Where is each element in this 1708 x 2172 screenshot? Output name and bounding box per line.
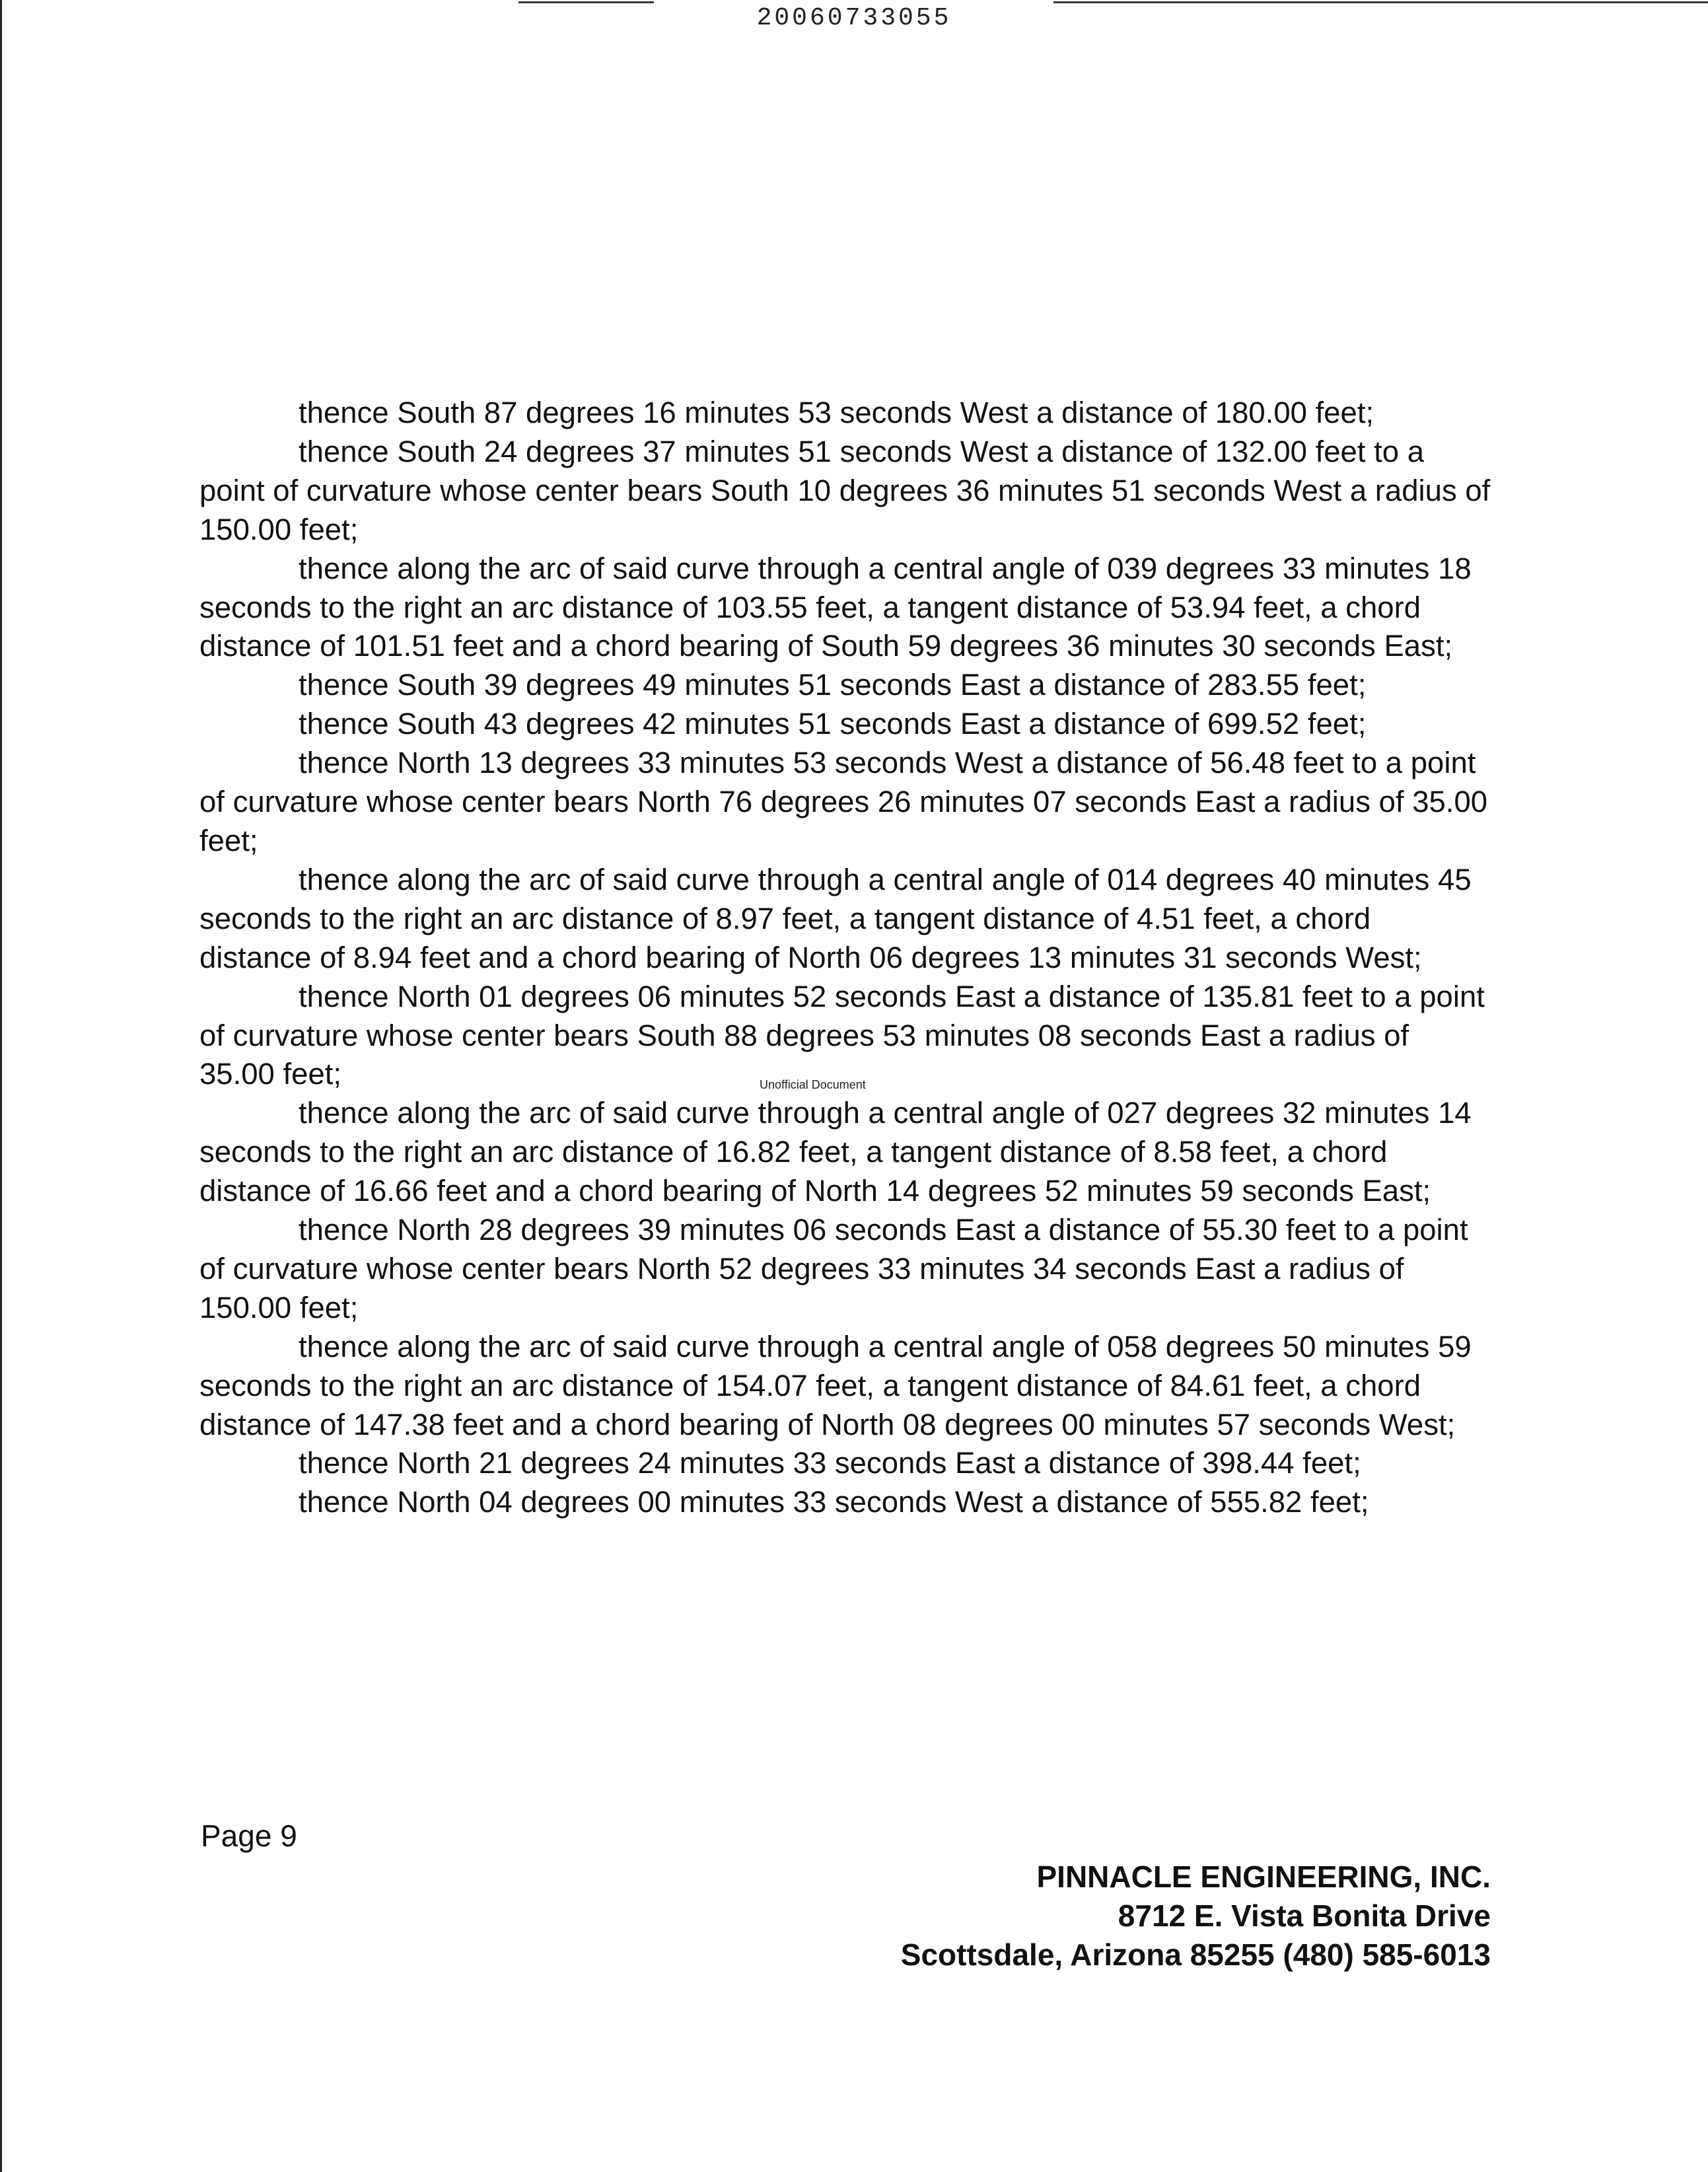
bearing-paragraph: thence along the arc of said curve through a central angle of 058 degrees 50 minutes 59 seconds to the right an arc distance of 154.07 feet, a tangent distance of 84.61 feet, a chord distance of 147.38 feet and a chord bearing of North 08 degrees 00 minutes 57 seconds West;: [199, 1329, 1472, 1441]
bearing-paragraph: thence North 04 degrees 00 minutes 33 seconds West a distance of 555.82 feet;: [299, 1485, 1369, 1519]
page-number: Page 9: [201, 1819, 297, 1853]
bearing-paragraph: thence South 39 degrees 49 minutes 51 seconds East a distance of 283.55 feet;: [299, 668, 1367, 702]
company-block: [901, 1858, 1491, 1974]
scan-edge-line: [0, 0, 2, 2172]
bearing-paragraph: thence South 87 degrees 16 minutes 53 seconds West a distance of 180.00 feet;: [299, 396, 1374, 429]
company-name: PINNACLE ENGINEERING, INC.: [1036, 1860, 1491, 1894]
bearing-paragraph: thence North 01 degrees 06 minutes 52 seconds East a distance of 135.81 feet to a point of curvature whose center bears South 88 degrees 53 minutes 08 seconds East a radius of 35.00 feet;: [199, 979, 1485, 1091]
bearing-paragraph: thence North 13 degrees 33 minutes 53 seconds West a distance of 56.48 feet to a point of curvature whose center bears North 76 degrees 26 minutes 07 seconds East a radius of 35.00 feet;: [199, 746, 1488, 857]
unofficial-watermark: Unofficial Document: [760, 1078, 866, 1091]
top-rule-left: [518, 1, 654, 3]
bearing-paragraph: thence South 43 degrees 42 minutes 51 seconds East a distance of 699.52 feet;: [299, 707, 1367, 741]
top-rule-right: [1053, 1, 1708, 3]
legal-description: [199, 394, 1491, 1522]
bearing-paragraph: thence North 21 degrees 24 minutes 33 seconds East a distance of 398.44 feet;: [299, 1446, 1361, 1480]
bearing-paragraph: thence along the arc of said curve through a central angle of 014 degrees 40 minutes 45 seconds to the right an arc distance of 8.97 feet, a tangent distance of 4.51 feet, a chord distance of 8.94 feet and a chord bearing of North 06 degrees 13 minutes 31 seconds West;: [199, 862, 1472, 974]
bearing-paragraph: thence South 24 degrees 37 minutes 51 seconds West a distance of 132.00 feet to a point of curvature whose center bears South 10 degrees 36 minutes 51 seconds West a radius of 150.00 feet;: [199, 434, 1491, 546]
bearing-paragraph: thence along the arc of said curve through a central angle of 039 degrees 33 minutes 18 seconds to the right an arc distance of 103.55 feet, a tangent distance of 53.94 feet, a chord distance of 101.51 feet and a chord bearing of South 59 degrees 36 minutes 30 seconds East;: [199, 551, 1472, 663]
company-address: 8712 E. Vista Bonita Drive: [1118, 1899, 1491, 1933]
bearing-paragraph: thence along the arc of said curve through a central angle of 027 degrees 32 minutes 14 seconds to the right an arc distance of 16.82 feet, a tangent distance of 8.58 feet, a chord distance of 16.66 feet and a chord bearing of North 14 degrees 52 minutes 59 seconds East;: [199, 1096, 1472, 1208]
bearing-paragraph: thence North 28 degrees 39 minutes 06 seconds East a distance of 55.30 feet to a point of curvature whose center bears North 52 degrees 33 minutes 34 seconds East a radius of 150.00 feet;: [199, 1213, 1468, 1324]
recording-number: 20060733055: [756, 4, 952, 32]
company-city-phone: Scottsdale, Arizona 85255 (480) 585-6013: [900, 1937, 1491, 1972]
